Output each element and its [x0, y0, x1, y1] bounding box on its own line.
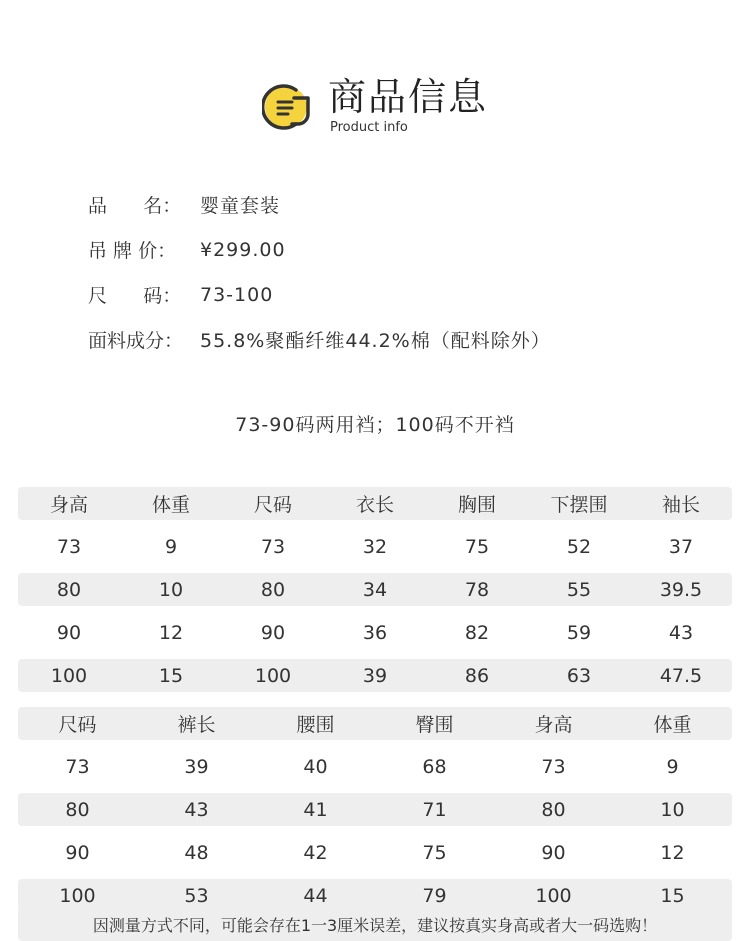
column-header: 臀围: [415, 714, 454, 736]
table-cell: 43: [668, 621, 694, 644]
table-cell: 43: [184, 798, 209, 821]
table-cell: 73: [65, 755, 90, 778]
column-header: 身高: [49, 494, 88, 516]
table-cell: 53: [184, 884, 209, 907]
table-cell: 39: [362, 664, 388, 687]
table-cell: 82: [464, 621, 490, 644]
table-cell: 37: [668, 535, 694, 558]
table-cell: 75: [464, 535, 490, 558]
column-header: 胸围: [457, 494, 496, 516]
table-cell: 42: [303, 841, 328, 864]
column-header: 下摆围: [550, 494, 608, 516]
table-cell: 80: [541, 798, 566, 821]
table-cell: 10: [660, 798, 685, 821]
info-label: 面料成分：: [88, 330, 184, 352]
table-cell: 90: [56, 621, 82, 644]
info-row-name: [88, 182, 551, 227]
table-cell: 34: [362, 578, 388, 601]
column-header: 尺码: [58, 714, 97, 736]
table-cell: 63: [566, 664, 592, 687]
top-size-table: [18, 487, 732, 702]
column-header: 尺码: [253, 494, 292, 516]
table-row: [18, 793, 732, 826]
table-cell: 78: [464, 578, 490, 601]
table-cell: 68: [422, 755, 447, 778]
column-header: 衣长: [355, 494, 394, 516]
section-header: [262, 70, 522, 140]
section-subtitle: Product info: [330, 120, 408, 135]
table-cell: 47.5: [659, 664, 703, 687]
table-cell: 75: [422, 841, 447, 864]
table-cell: 12: [660, 841, 685, 864]
column-header: 身高: [534, 714, 573, 736]
table-cell: 80: [260, 578, 286, 601]
product-info-list: [88, 182, 551, 362]
table-cell: 9: [164, 535, 178, 558]
table-cell: 41: [303, 798, 328, 821]
measurement-disclaimer: 因测量方式不同，可能会存在1一3厘米误差，建议按真实身高或者大一码选购！: [18, 908, 732, 941]
table-cell: 80: [56, 578, 82, 601]
section-title: 商品信息: [328, 75, 489, 119]
table-cell: 15: [158, 664, 184, 687]
info-value: ¥299.00: [200, 238, 286, 261]
table-cell: 71: [422, 798, 447, 821]
info-label: 尺 码：: [88, 285, 182, 307]
info-value: 73-100: [200, 283, 274, 306]
table-cell: 48: [184, 841, 209, 864]
crotch-note: 73-90码两用裆；100码不开裆: [235, 414, 515, 436]
table-cell: 86: [464, 664, 490, 687]
table-cell: 10: [158, 578, 184, 601]
info-value: 55.8%聚酯纤维44.2%棉（配料除外）: [200, 330, 551, 352]
table-cell: 40: [303, 755, 328, 778]
info-row-price: [88, 227, 551, 272]
table-cell: 73: [541, 755, 566, 778]
info-value: 婴童套装: [200, 195, 281, 217]
table-row: [18, 530, 732, 563]
table-cell: 52: [566, 535, 592, 558]
table-row: [18, 573, 732, 606]
table-header-row: [18, 707, 732, 740]
table-cell: 59: [566, 621, 592, 644]
document-lines-icon: [262, 84, 314, 130]
table-cell: 90: [541, 841, 566, 864]
table-cell: 73: [260, 535, 286, 558]
info-row-size: [88, 272, 551, 317]
table-header-row: [18, 487, 732, 520]
table-cell: 15: [660, 884, 685, 907]
table-row: [18, 836, 732, 869]
column-header: 袖长: [661, 494, 700, 516]
column-header: 体重: [151, 494, 190, 516]
table-cell: 80: [65, 798, 90, 821]
table-cell: 100: [59, 884, 96, 907]
table-cell: 79: [422, 884, 447, 907]
table-cell: 39: [184, 755, 209, 778]
pants-size-table: [18, 707, 732, 922]
table-cell: 39.5: [659, 578, 703, 601]
table-cell: 100: [535, 884, 572, 907]
table-cell: 100: [50, 664, 88, 687]
info-label: 品 名：: [88, 195, 182, 217]
table-cell: 90: [65, 841, 90, 864]
table-row: [18, 659, 732, 692]
table-cell: 32: [362, 535, 388, 558]
table-cell: 73: [56, 535, 82, 558]
info-row-fabric: [88, 317, 551, 362]
table-cell: 55: [566, 578, 592, 601]
table-cell: 9: [666, 755, 679, 778]
column-header: 体重: [653, 714, 692, 736]
table-row: [18, 616, 732, 649]
table-cell: 12: [158, 621, 184, 644]
table-cell: 36: [362, 621, 388, 644]
info-label: 吊 牌 价：: [88, 240, 177, 262]
table-row: [18, 750, 732, 783]
table-cell: 90: [260, 621, 286, 644]
column-header: 腰围: [296, 714, 335, 736]
table-cell: 44: [303, 884, 328, 907]
column-header: 裤长: [177, 714, 216, 736]
table-cell: 100: [254, 664, 292, 687]
